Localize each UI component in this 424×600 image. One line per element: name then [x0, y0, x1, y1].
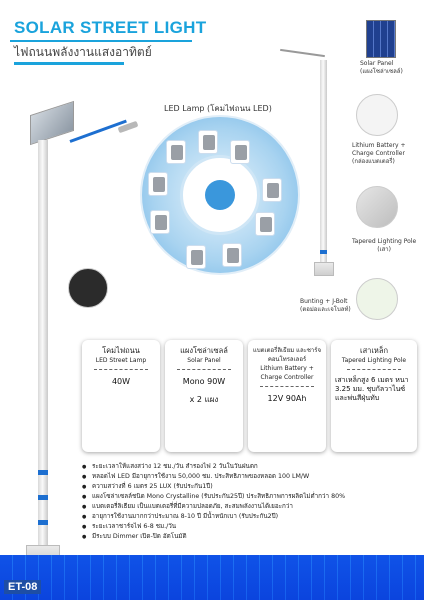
feature-item: ● ความสว่างที่ 6 เมตร 25 LUX (รับประกัน1ปี) [82, 482, 418, 492]
product-code: ET-08 [4, 580, 41, 594]
feature-item: ● มีระบบ Dimmer เปิด-ปิด อัตโนมัติ [82, 532, 418, 542]
feature-list [82, 462, 418, 542]
junction-box-closeup [68, 268, 108, 308]
j-bolt-image [356, 278, 398, 320]
card-solar-panel: แผงโซล่าเซลล์ Solar Panel Mono 90W x 2 แผง [165, 340, 243, 452]
solar-panel-image [366, 20, 396, 58]
j-bolt-label: Bunting + J-Bolt (ตอม่อและเจโบลท์) [300, 298, 351, 313]
battery-label: Lithium Battery + Charge Controller (กล่องแบตเตอรี่) [352, 142, 406, 165]
feature-item: ● แผงโซล่าเซลล์ชนิด Mono Crystalline (รับประกัน25ปี) ประสิทธิภาพการผลิตไม่ต่ำกว่า 80% [82, 492, 418, 502]
feature-item: ● แบตเตอรี่ลิเธียม เป็นแบตเตอรี่ที่มีความปลอดภัย, สะสมพลังงานได้เยอะกว่า [82, 502, 418, 512]
feature-item: ● อายุการใช้งานมากกว่าประมาณ 8-10 ปี มีน้ำหนักเบา (รับประกัน2ปี) [82, 512, 418, 522]
battery-box-image [356, 94, 398, 136]
page-title: SOLAR STREET LIGHT [14, 18, 207, 37]
title-rule [10, 40, 192, 42]
led-lamp-label: LED Lamp (โคมไฟถนน LED) [164, 104, 272, 113]
feature-item: ● ระยะเวลาให้แสงสว่าง 12 ชม./วัน สำรองไฟ 2 วันในวันฝนตก [82, 462, 418, 472]
card-led-lamp: โคมไฟถนน LED Street Lamp 40W [82, 340, 160, 452]
tapered-pole-image [356, 186, 398, 228]
tapered-pole-label: Tapered Lighting Pole (เสา) [352, 238, 417, 253]
card-battery: แบตเตอรี่ลิเธียม และชาร์จคอนโทรลเลอร์ Lithium Battery + Charge Controller 12V 90Ah [248, 340, 326, 452]
feature-item: ● หลอดไฟ LED มีอายุการใช้งาน 50,000 ชม. ประสิทธิภาพของหลอด 100 LM/W [82, 472, 418, 482]
page-subtitle: ไฟถนนพลังงานแสงอาทิตย์ [14, 45, 152, 59]
solar-panel-footer [0, 555, 424, 600]
solar-panel-label: Solar Panel (แผงโซล่าเซลล์) [360, 60, 403, 75]
card-pole: เสาเหล็ก Tapered Lighting Pole เสาเหล็กสูง 6 เมตร หนา 3.25 มม. ชุบกัลวาไนซ์ และพ่นสีฝุ่นทับ [331, 340, 417, 452]
title-underline [14, 62, 124, 65]
feature-item: ● ระยะเวลาชาร์จไฟ 6-8 ชม./วัน [82, 522, 418, 532]
